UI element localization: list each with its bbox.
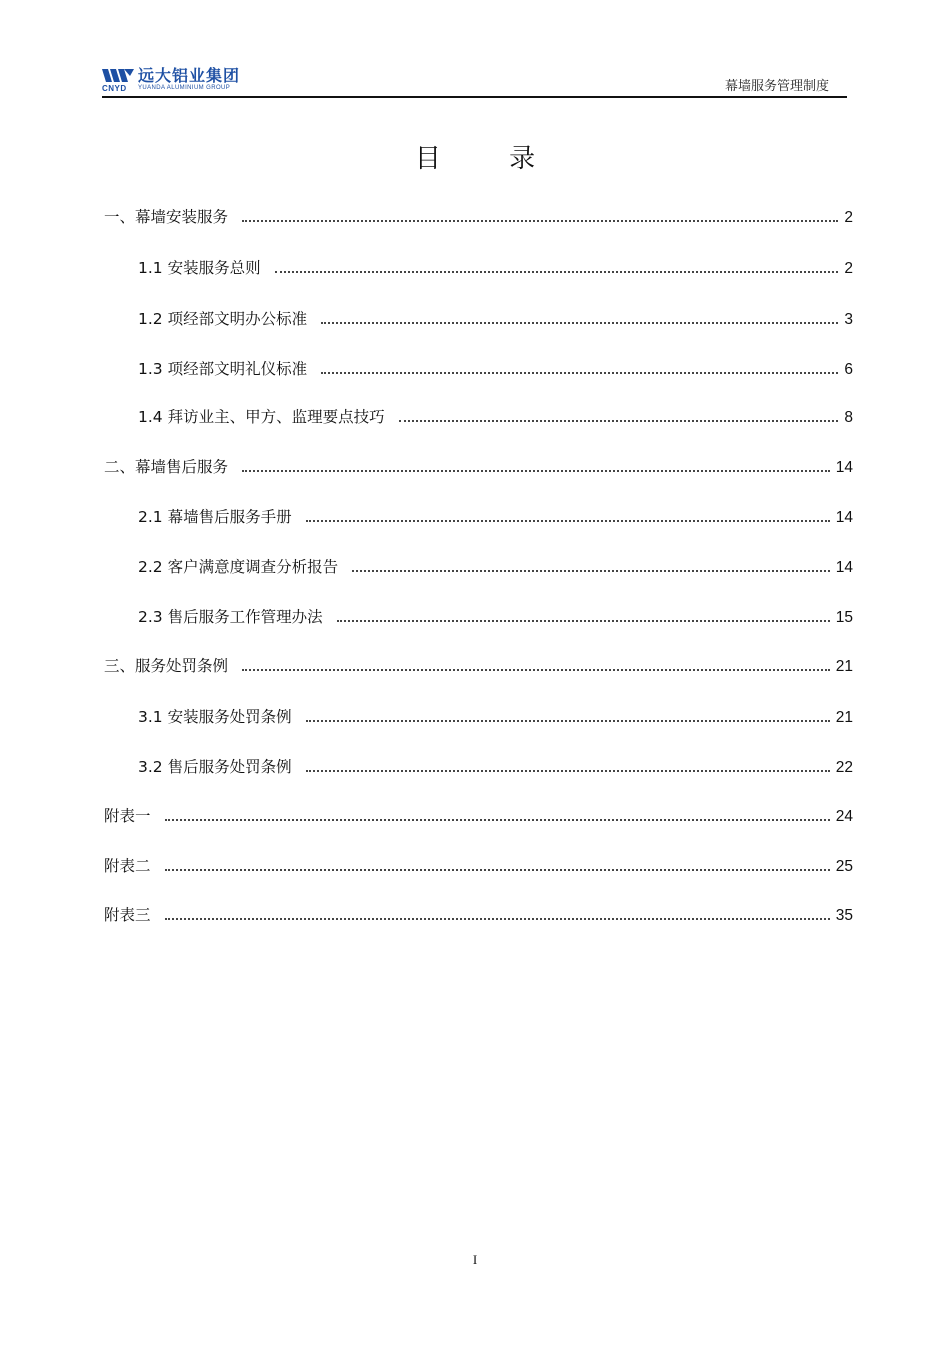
toc-entry[interactable] — [104, 654, 853, 676]
toc-leader-dots — [242, 470, 830, 472]
toc-entry[interactable] — [104, 903, 853, 925]
toc-entry-page: 2 — [844, 209, 853, 226]
toc-entry-page: 35 — [835, 907, 853, 924]
toc-entry-page: 14 — [835, 459, 853, 476]
page-header — [102, 66, 847, 98]
toc-entry-label: 1.1 安装服务总则 — [138, 259, 261, 277]
toc-entry-page: 21 — [835, 658, 853, 675]
toc-entry[interactable] — [138, 555, 853, 577]
toc-entry-label: 一、幕墙安装服务 — [104, 208, 229, 226]
toc-entry-label: 附表一 — [104, 807, 151, 825]
toc-leader-dots — [321, 372, 838, 374]
toc-entry-page: 25 — [835, 858, 853, 875]
toc-entry-page: 15 — [835, 609, 853, 626]
document-title: 幕墙服务管理制度 — [724, 79, 829, 94]
toc-entry-label: 1.3 项经部文明礼仪标准 — [138, 360, 308, 378]
logo-abbreviation: CNYD — [102, 84, 127, 93]
logo-chinese-name: 远大铝业集团 — [138, 66, 241, 85]
toc-leader-dots — [165, 869, 830, 871]
toc-entry[interactable] — [104, 804, 853, 826]
toc-entry[interactable] — [138, 505, 853, 527]
toc-leader-dots — [321, 322, 838, 324]
toc-entry[interactable] — [104, 854, 853, 876]
toc-leader-dots — [306, 770, 830, 772]
toc-entry-label: 2.3 售后服务工作管理办法 — [138, 608, 323, 626]
toc-leader-dots — [275, 271, 839, 273]
toc-entry[interactable] — [104, 455, 853, 477]
toc-entry-page: 22 — [835, 759, 853, 776]
toc-entry-label: 2.2 客户满意度调查分析报告 — [138, 558, 339, 576]
toc-entry[interactable] — [138, 605, 853, 627]
page-number: I — [472, 1252, 478, 1267]
toc-entry-label: 二、幕墙售后服务 — [104, 458, 229, 476]
toc-entry-page: 21 — [835, 709, 853, 726]
toc-entry[interactable] — [138, 307, 853, 329]
toc-entry-label: 1.4 拜访业主、甲方、监理要点技巧 — [138, 408, 385, 426]
toc-entry-label: 附表二 — [104, 857, 151, 875]
toc-entry[interactable] — [138, 405, 853, 427]
toc-leader-dots — [399, 420, 839, 422]
toc-leader-dots — [242, 220, 838, 222]
toc-entry-label: 3.2 售后服务处罚条例 — [138, 758, 292, 776]
toc-entry-label: 3.1 安装服务处罚条例 — [138, 708, 292, 726]
toc-leader-dots — [242, 669, 830, 671]
toc-leader-dots — [337, 620, 830, 622]
toc-leader-dots — [165, 819, 830, 821]
toc-entry-page: 24 — [835, 808, 853, 825]
toc-entry-page: 6 — [844, 361, 853, 378]
toc-entry[interactable] — [104, 205, 853, 227]
toc-entry-label: 2.1 幕墙售后服务手册 — [138, 508, 292, 526]
toc-entry-page: 2 — [844, 260, 853, 277]
toc-title: 目 录 — [414, 144, 566, 174]
toc-entry-page: 14 — [835, 509, 853, 526]
toc-leader-dots — [306, 720, 830, 722]
toc-entry-page: 3 — [844, 311, 853, 328]
logo-mark-icon — [102, 68, 134, 84]
toc-entry[interactable] — [138, 357, 853, 379]
toc-entry[interactable] — [138, 705, 853, 727]
toc-leader-dots — [306, 520, 830, 522]
toc-leader-dots — [352, 570, 830, 572]
toc-entry-label: 附表三 — [104, 906, 151, 924]
logo-english-name: YUANDA ALUMINIUM GROUP — [138, 85, 231, 91]
toc-entry-label: 1.2 项经部文明办公标准 — [138, 310, 308, 328]
toc-entry-page: 14 — [835, 559, 853, 576]
toc-entry[interactable] — [138, 755, 853, 777]
toc-leader-dots — [165, 918, 830, 920]
toc-entry[interactable] — [138, 256, 853, 278]
toc-entry-label: 三、服务处罚条例 — [104, 657, 229, 675]
toc-entry-page: 8 — [844, 409, 853, 426]
